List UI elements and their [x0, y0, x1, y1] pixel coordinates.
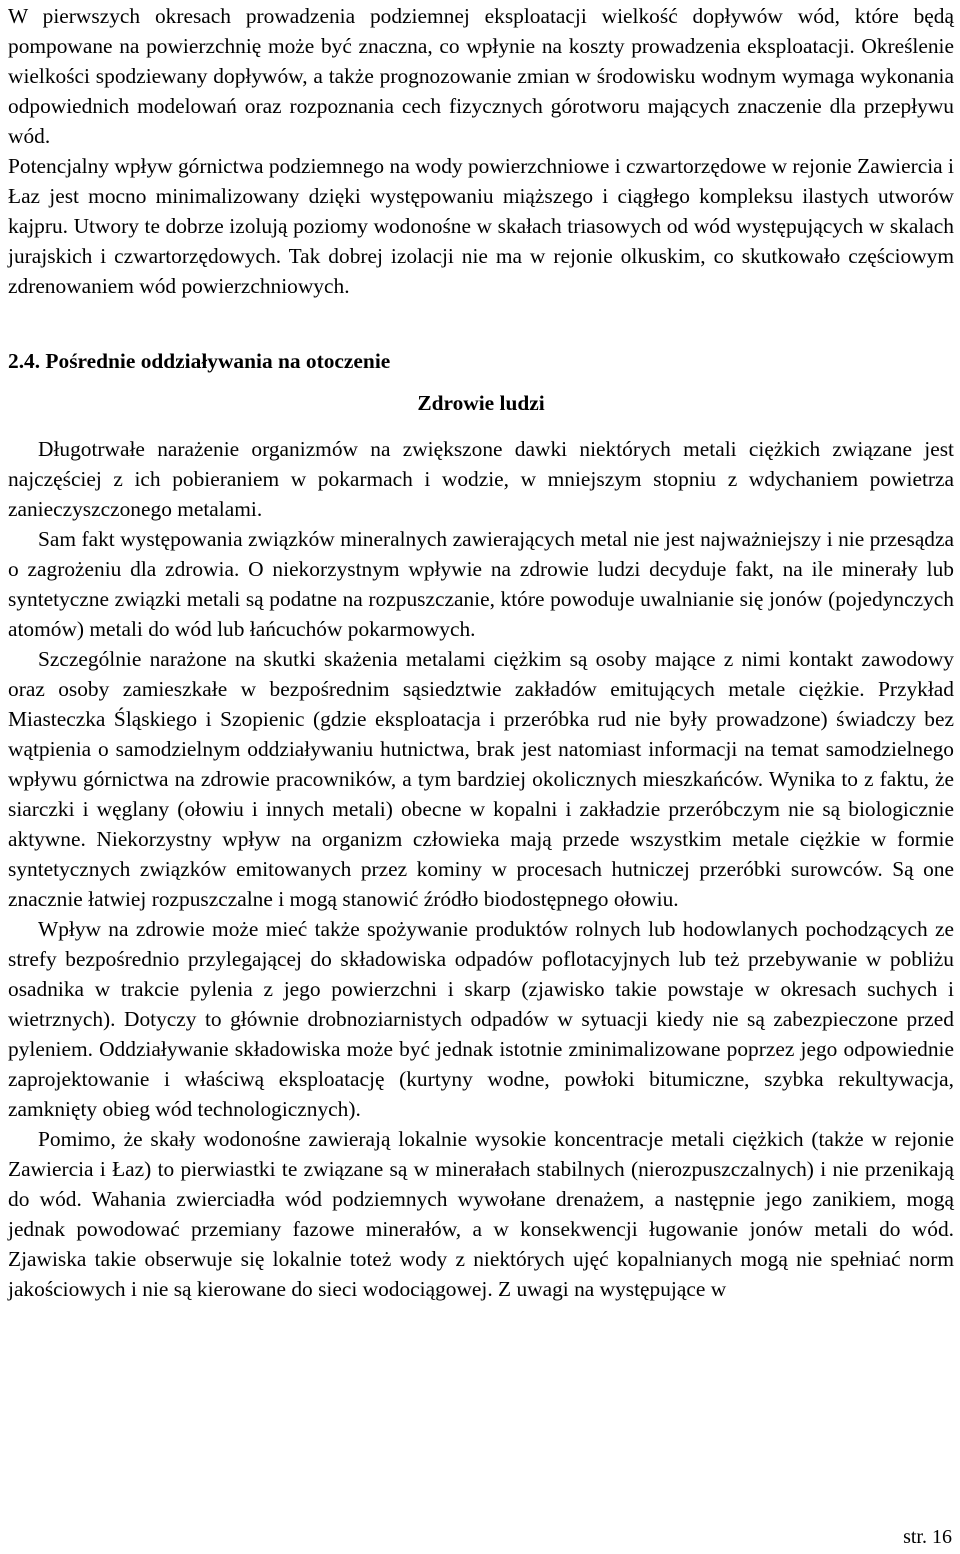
- section-heading: 2.4. Pośrednie oddziaływania na otoczenie: [8, 349, 391, 373]
- paragraph-surface-water-impact: Potencjalny wpływ górnictwa podziemnego na wody powierzchniowe i czwartorzędowe w rejonie Zawiercia i Łaz jest mocno minimalizowany dzięki występowaniu miąższego i ciągłego kompleksu ilastych utworów kajpru. Utwory te dobrze izolują poziomy wodonośne w skałach triasowych od wód występujących w skalach jurajskich i czwartorzędowych. Tak dobrej izolacji nie ma w rejonie olkuskim, co skutkowało częściowym zdrenowaniem wód powierzchniowych.: [8, 154, 954, 298]
- paragraph-aquifer-metals: Pomimo, że skały wodonośne zawierają lokalnie wysokie koncentracje metali ciężkich (także w rejonie Zawiercia i Łaz) to pierwiastki te związane są w minerałach stabilnych (nierozpuszczalnych) i nie przenikają do wód. Wahania zwierciadła wód podziemnych wywołane drenażem, a następnie jego zanikiem, mogą jednak powodować przemiany fazowe minerałów, a w konsekwencji ługowanie jonów metali do wód. Zjawiska takie obserwuje się lokalnie toteż wody z niektórych ujęć kopalnianych mogą nie spełniać norm jakościowych i nie są kierowane do sieci wodociągowej. Z uwagi na występujące w: [8, 1127, 954, 1301]
- paragraph-at-risk-groups: Szczególnie narażone na skutki skażenia metalami ciężkim są osoby mające z nimi kontakt zawodowy oraz osoby zamieszkałe w bezpośrednim sąsiedztwie zakładów emitujących metale ciężkie. Przykład Miasteczka Śląskiego i Szopienic (gdzie eksploatacja i przeróbka rud nie były prowadzone) świadczy bez wątpienia o samodzielnym oddziaływaniu hutnictwa, brak jest natomiast informacji na temat samodzielnego wpływu górnictwa na zdrowie pracowników, a tym bardziej okolicznych mieszkańców. Wynika to z faktu, że siarczki i węglany (ołowiu i innych metali) obecne w kopalni i zakładzie przeróbczym nie są biologicznie aktywne. Niekorzystny wpływ na organizm człowieka mają przede wszystkim metale ciężkie w formie syntetycznych związków emitowanych przez kominy w procesach hutniczej przeróbki surowców. Są one znacznie łatwiej rozpuszczalne i mogą stanowić źródło biodostępnego ołowiu.: [8, 647, 954, 911]
- paragraph-mineral-compounds: Sam fakt występowania związków mineralnych zawierających metal nie jest najważniejszy i nie przesądza o zagrożeniu dla zdrowia. O niekorzystnym wpływie na zdrowie ludzi decyduje fakt, na ile minerały lub syntetyczne związki metali są podatne na rozpuszczanie, które powoduje uwalnianie się jonów (pojedynczych atomów) metali do wód lub łańcuchów pokarmowych.: [8, 527, 954, 641]
- page-number: str. 16: [903, 1526, 952, 1548]
- paragraph-groundwater-inflow: W pierwszych okresach prowadzenia podziemnej eksploatacji wielkość dopływów wód, które będą pompowane na powierzchnię może być znaczna, co wpłynie na koszty prowadzenia eksploatacji. Określenie wielkości spodziewany dopływów, a także prognozowanie zmian w środowisku wodnym wymaga wykonania odpowiednich modelowań oraz rozpoznania cech fizycznych górotworu mających znaczenie dla przepływu wód.: [8, 4, 954, 148]
- document-page: [8, 0, 954, 1304]
- paragraph-food-and-dust: Wpływ na zdrowie może mieć także spożywanie produktów rolnych lub hodowlanych pochodzących ze strefy bezpośrednio przylegającej do składowiska odpadów poflotacyjnych lub też przebywanie w pobliżu osadnika w trakcie pylenia z jego powierzchni i skarp (zjawisko takie powstaje w okresach suchych i wietrznych). Dotyczy to głównie drobnoziarnistych odpadów w sytuacji kiedy nie są zabezpieczone przed pyleniem. Oddziaływanie składowiska może być jednak istotnie zminimalizowane poprzez jego odpowiednie zaprojektowanie i właściwą eksploatację (kurtyny wodne, powłoki bitumiczne, szybka rekultywacja, zamknięty obieg wód technologicznych).: [8, 917, 954, 1121]
- paragraph-exposure: Długotrwałe narażenie organizmów na zwiększone dawki niektórych metali ciężkich związane jest najczęściej z ich pobieraniem w pokarmach i wodzie, w mniejszym stopniu z wdychaniem powietrza zanieczyszczonego metalami.: [8, 437, 954, 521]
- subsection-heading: Zdrowie ludzi: [417, 391, 545, 415]
